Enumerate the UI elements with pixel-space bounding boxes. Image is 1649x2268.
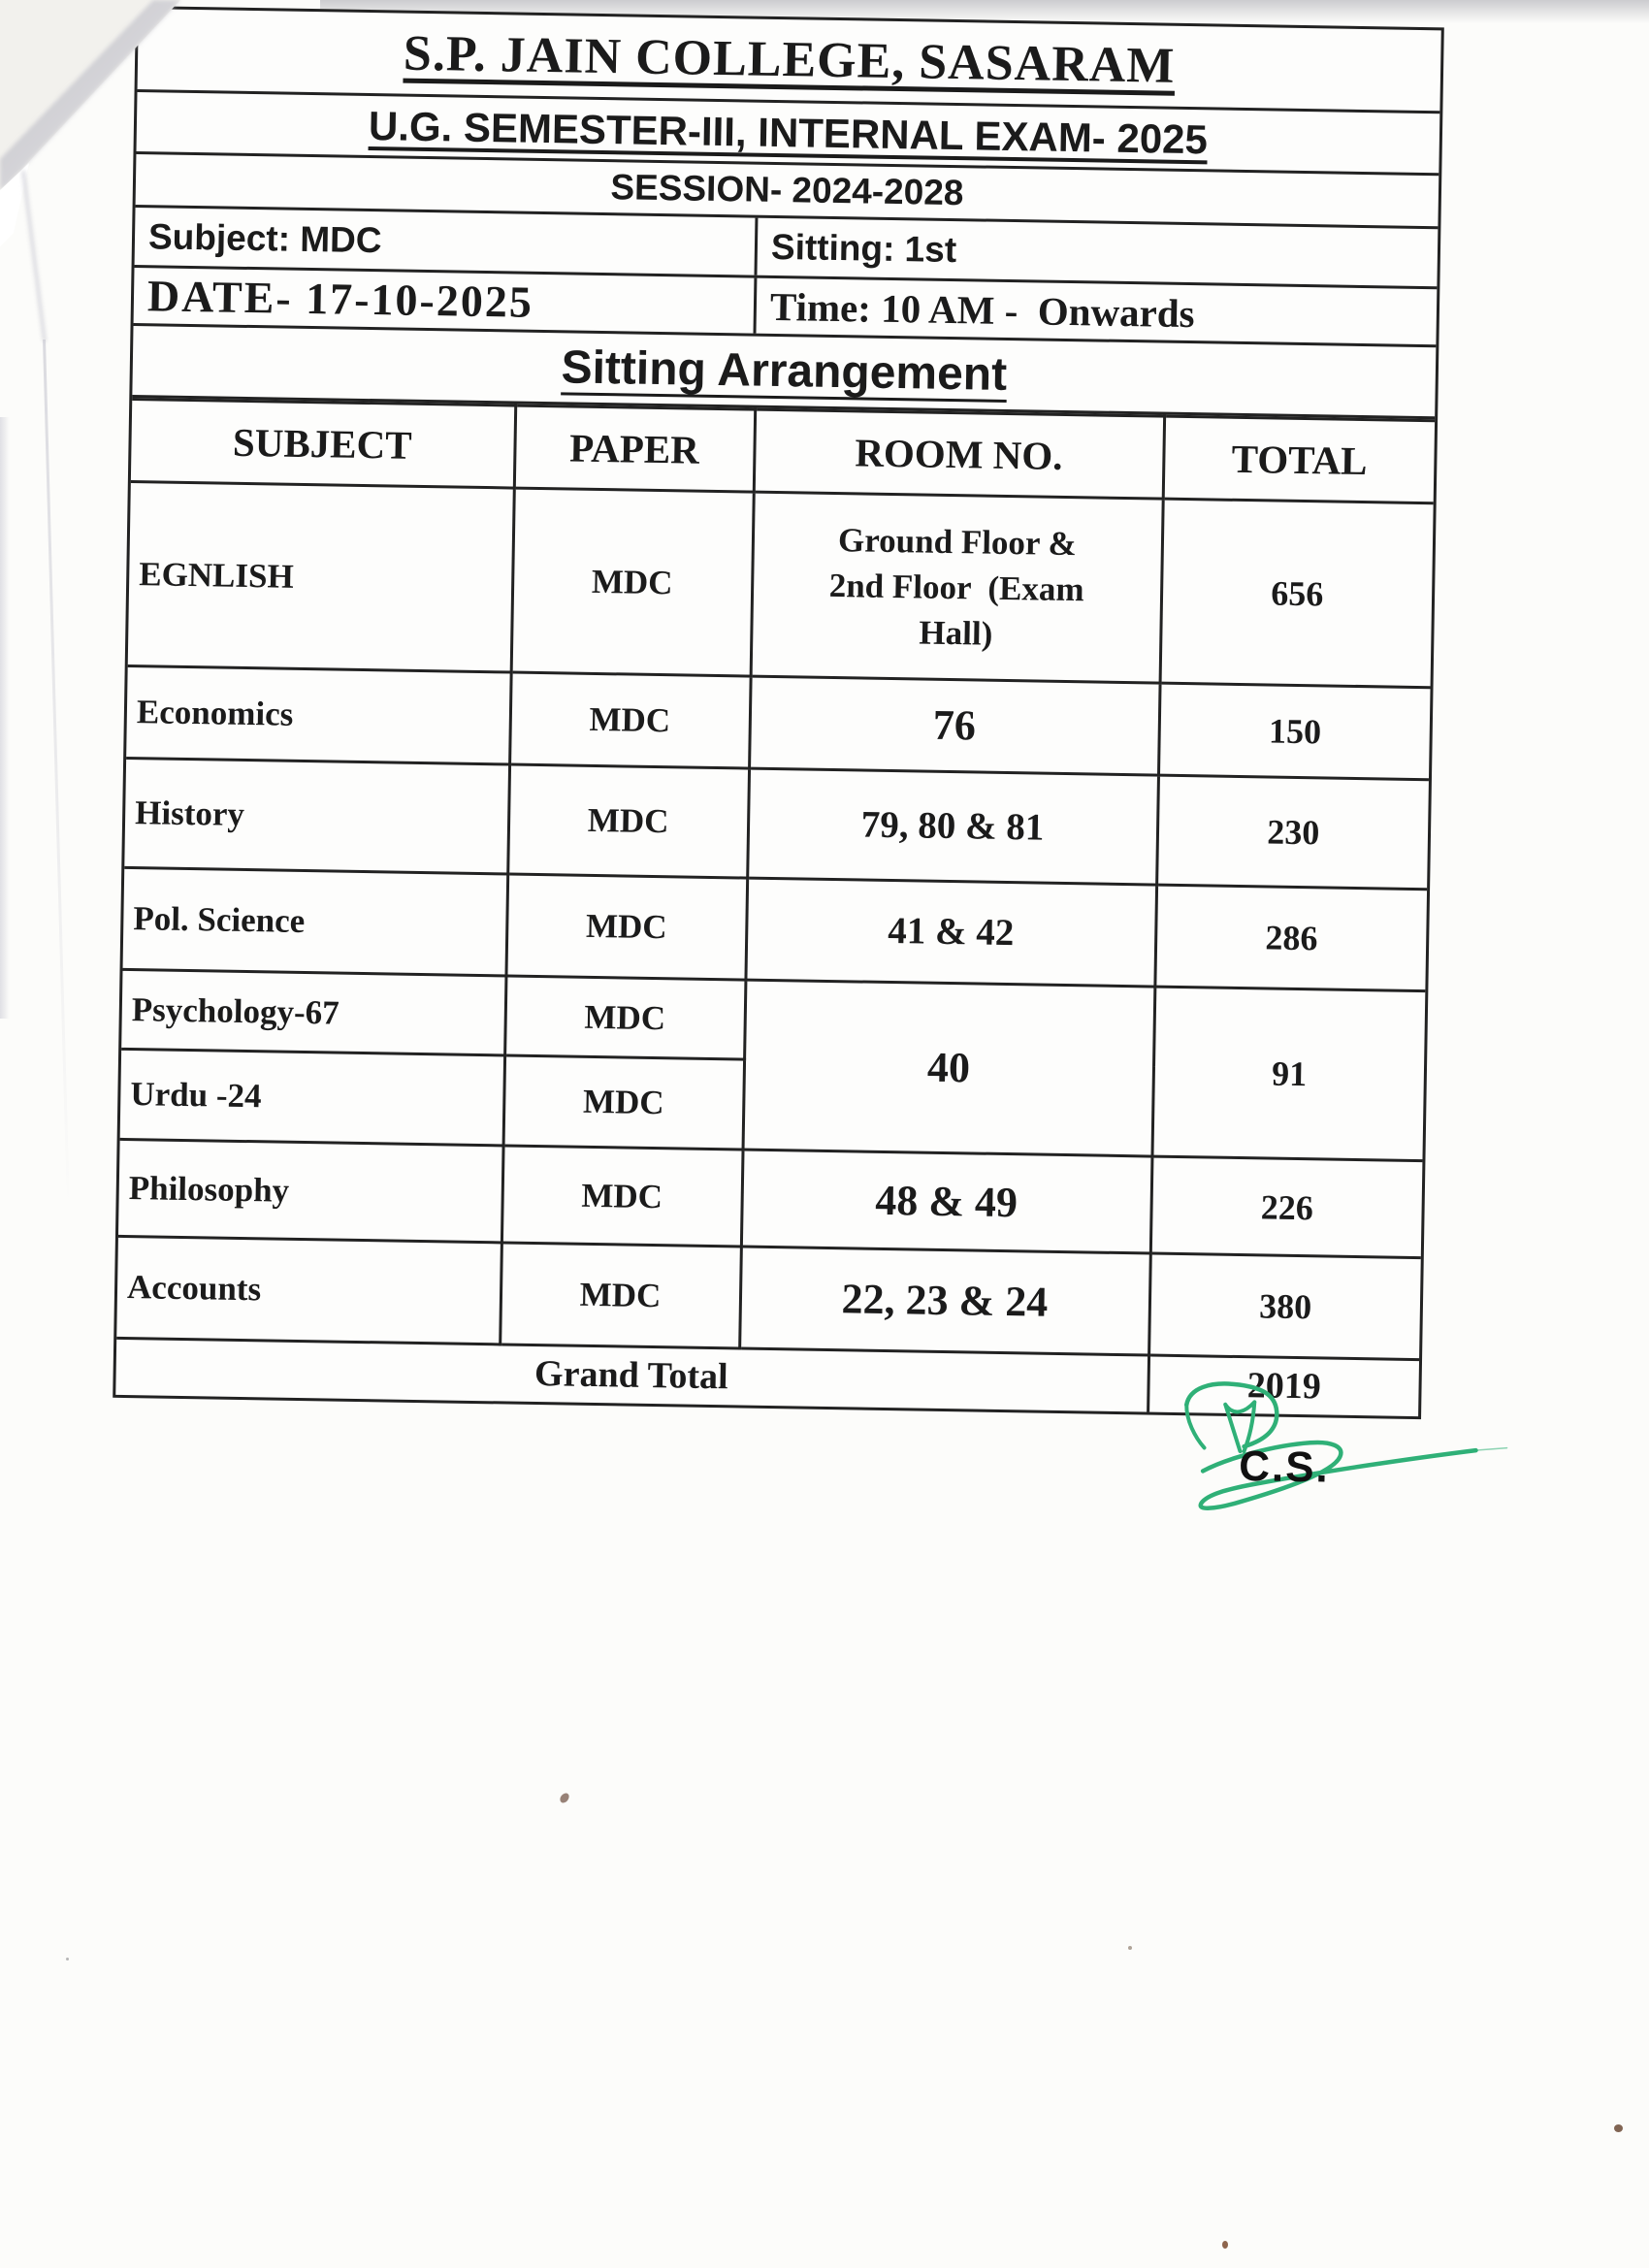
college-title-text: S.P. JAIN COLLEGE, SASARAM (403, 25, 1176, 94)
scan-speck (1128, 1946, 1132, 1950)
paper-cell: MDC (507, 764, 749, 878)
paper-cell: MDC (501, 1146, 743, 1247)
sitting-line: Sitting: 1st (770, 226, 957, 270)
grand-total-label: Grand Total (115, 1338, 1148, 1411)
subject-line: Subject: MDC (135, 208, 759, 275)
subject-cell: Psychology-67 (121, 969, 505, 1055)
total-cell: 230 (1156, 775, 1429, 890)
fold-crease-line (23, 171, 45, 341)
scan-speck (1222, 2241, 1228, 2249)
paper-cell: MDC (500, 1243, 741, 1348)
paper-cell: MDC (511, 488, 754, 676)
signature-stroke-tail (1476, 1447, 1507, 1451)
subject-cell: History (124, 758, 509, 874)
room-cell: 76 (749, 676, 1160, 775)
arrangement-heading-text: Sitting Arrangement (561, 341, 1008, 401)
total-cell: 656 (1160, 499, 1434, 688)
page-edge-shadow (0, 417, 10, 1019)
table-row (124, 758, 1429, 889)
total-cell: 286 (1154, 885, 1427, 991)
exam-title-text: U.G. SEMESTER-III, INTERNAL EXAM- 2025 (368, 102, 1209, 162)
page-fold-artifact (0, 0, 330, 349)
date-line: DATE- 17-10-2025 (134, 268, 758, 334)
paper-cell: MDC (509, 672, 751, 768)
subject-cell: Economics (126, 665, 511, 764)
time-line: Time: 10 AM - Onwards (769, 283, 1196, 336)
total-cell: 150 (1158, 683, 1431, 780)
header-subject: SUBJECT (131, 399, 515, 488)
room-cell: 22, 23 & 24 (739, 1247, 1150, 1355)
total-cell: 226 (1150, 1156, 1423, 1258)
paper-cell: MDC (505, 874, 747, 980)
page-crease-line (43, 340, 70, 1213)
header-room: ROOM NO. (754, 409, 1164, 499)
sitting-arrangement-table (115, 398, 1435, 1416)
signature-block (1129, 1359, 1520, 1550)
session-text: SESSION- 2024-2028 (610, 167, 964, 213)
subject-cell: Urdu -24 (120, 1049, 504, 1146)
scan-speck (1614, 2124, 1623, 2132)
scan-speck (66, 1958, 69, 1960)
room-cell-merged: 40 (743, 980, 1155, 1156)
paper-cell: MDC (504, 976, 745, 1059)
room-cell: 79, 80 & 81 (747, 768, 1158, 885)
table-row (128, 481, 1434, 687)
header-paper: PAPER (514, 405, 755, 492)
subject-cell: Pol. Science (123, 867, 508, 976)
signature-initials: C.S. (1238, 1442, 1331, 1492)
header-total: TOTAL (1163, 416, 1435, 503)
subject-cell: Accounts (116, 1236, 501, 1345)
signature-stroke (1186, 1405, 1206, 1447)
scan-speck (558, 1792, 570, 1805)
subject-cell: Philosophy (118, 1139, 503, 1243)
grand-total-value: 2019 (1148, 1355, 1419, 1416)
room-cell: 41 & 42 (745, 878, 1156, 987)
total-cell: 380 (1148, 1253, 1421, 1360)
room-cell: Ground Floor & 2nd Floor (Exam Hall) (751, 492, 1163, 683)
signature-stroke (1186, 1383, 1277, 1447)
total-cell-merged: 91 (1151, 987, 1425, 1161)
room-cell: 48 & 49 (741, 1150, 1152, 1253)
subject-cell: EGNLISH (128, 481, 514, 672)
paper-cell: MDC (503, 1055, 745, 1150)
